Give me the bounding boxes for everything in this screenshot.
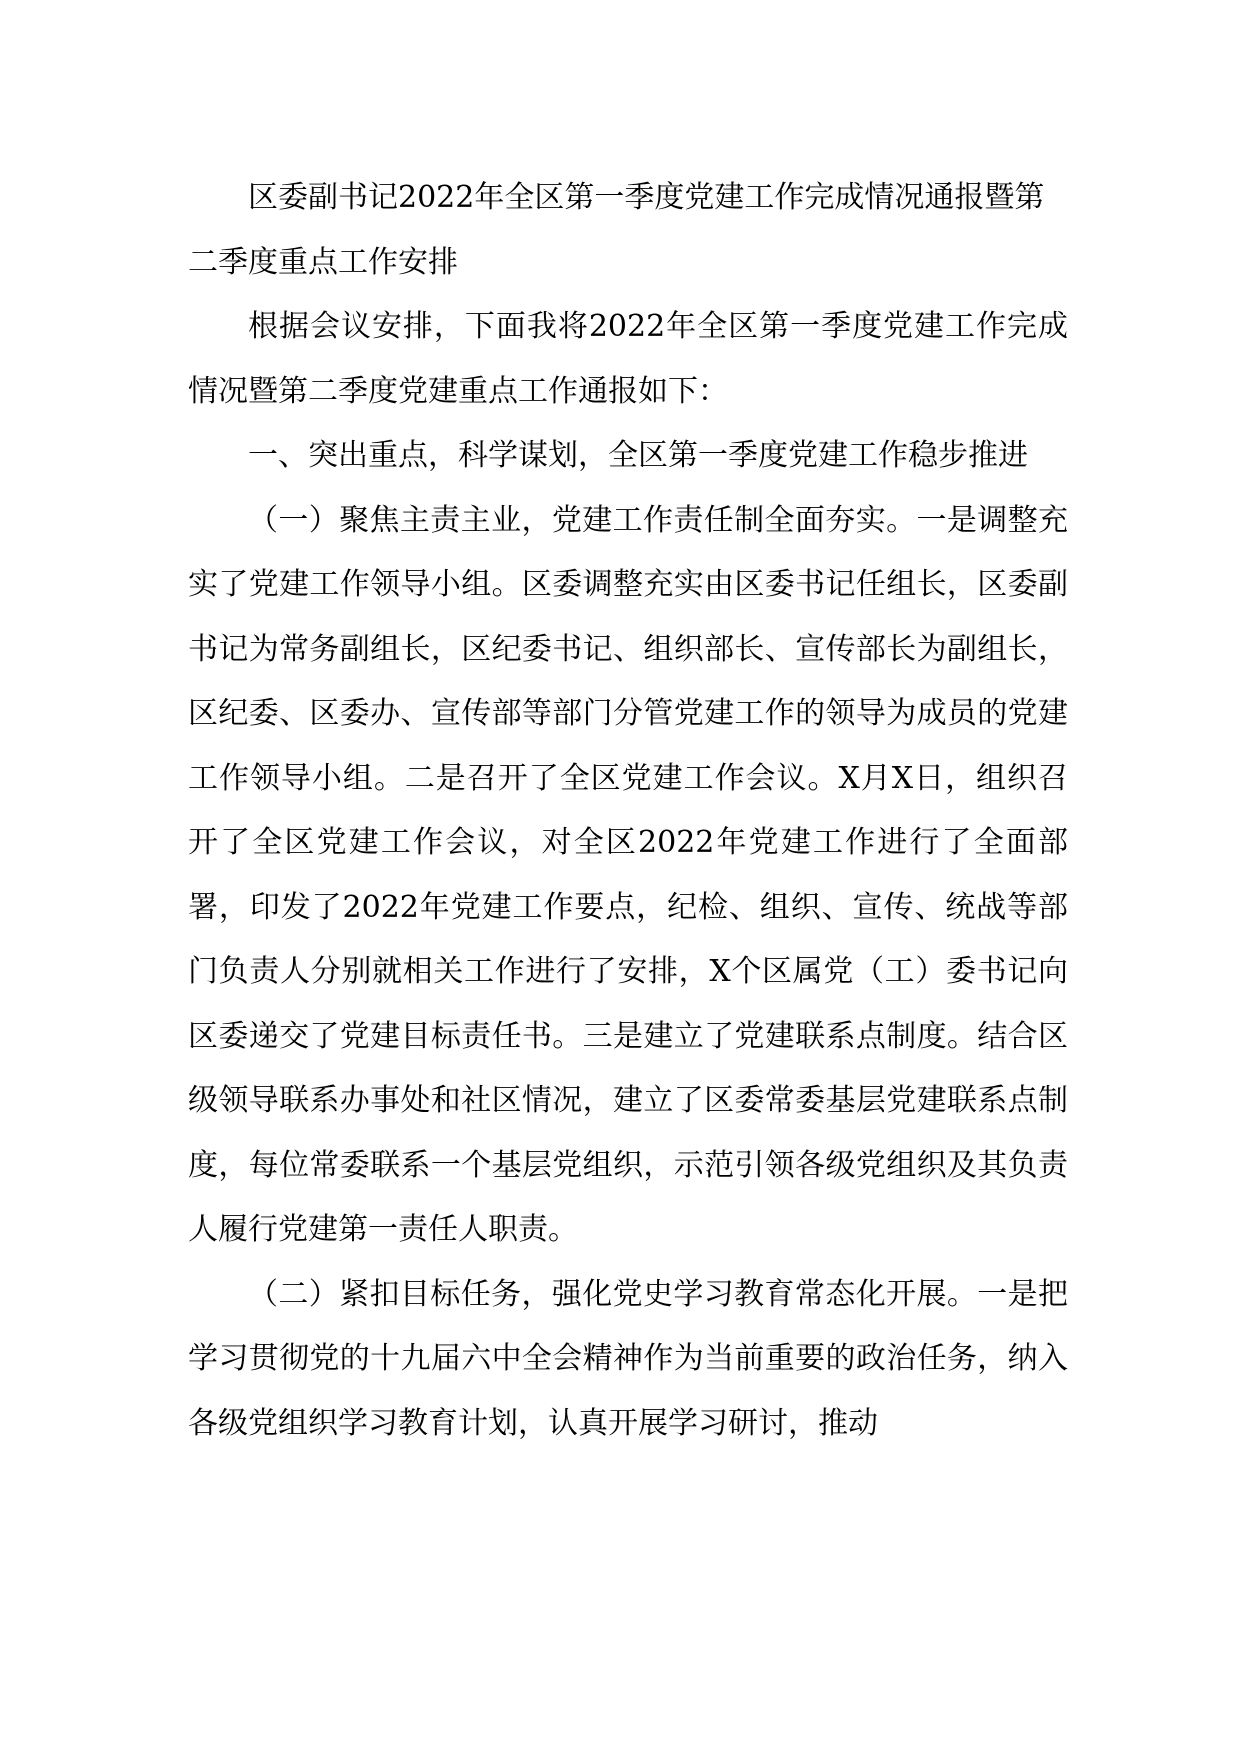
intro-paragraph: 根据会议安排，下面我将2022年全区第一季度党建工作完成情况暨第二季度党建重点工作通报如下：: [188, 309, 1068, 409]
section-heading-1: 一、突出重点，科学谋划，全区第一季度党建工作稳步推进: [248, 438, 1028, 473]
document-body: [188, 166, 1068, 1456]
document-title: 区委副书记2022年全区第一季度党建工作完成情况通报暨第二季度重点工作安排: [188, 180, 1045, 280]
section-paragraph-2: （二）紧扣目标任务，强化党史学习教育常态化开展。一是把学习贯彻党的十九届六中全会精神作为当前重要的政治任务，纳入各级党组织学习教育计划，认真开展学习研讨，推动: [188, 1276, 1068, 1441]
section-paragraph-1: （一）聚焦主责主业，党建工作责任制全面夯实。一是调整充实了党建工作领导小组。区委调整充实由区委书记任组长，区委副书记为常务副组长，区纪委书记、组织部长、宣传部长为副组长，区纪委、区委办、宣传部等部门分管党建工作的领导为成员的党建工作领导小组。二是召开了全区党建工作会议。X月X日，组织召开了全区党建工作会议，对全区2022年党建工作进行了全面部署，印发了2022年党建工作要点，纪检、组织、宣传、统战等部门负责人分别就相关工作进行了安排，X个区属党（工）委书记向区委递交了党建目标责任书。三是建立了党建联系点制度。结合区级领导联系办事处和社区情况，建立了区委常委基层党建联系点制度，每位常委联系一个基层党组织，示范引领各级党组织及其负责人履行党建第一责任人职责。: [188, 502, 1068, 1247]
